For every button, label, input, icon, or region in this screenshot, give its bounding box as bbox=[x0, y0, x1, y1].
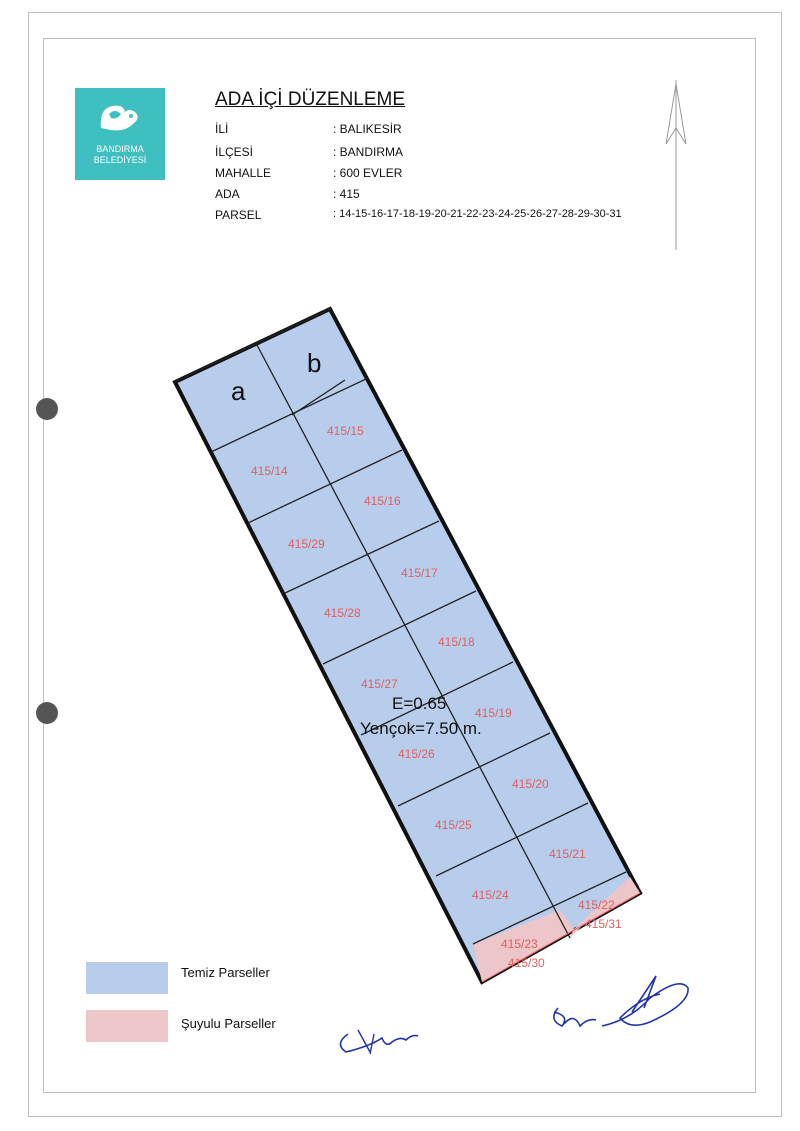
block-outline bbox=[175, 309, 640, 982]
value-parsel: : 14-15-16-17-18-19-20-21-22-23-24-25-26-27-28-29-30-31 bbox=[333, 208, 622, 220]
value-ada: : 415 bbox=[333, 187, 360, 201]
max-height-label: Yençok=7.50 m. bbox=[360, 719, 482, 738]
parcel-label: 415/22 bbox=[578, 898, 615, 912]
label-ili: İLİ bbox=[215, 122, 229, 136]
parcel-label: 415/23 bbox=[501, 937, 538, 951]
parcel-label: 415/29 bbox=[288, 537, 325, 551]
parcel-label: 415/27 bbox=[361, 677, 398, 691]
parcel-label: 415/14 bbox=[251, 464, 288, 478]
parcel-label: 415/24 bbox=[472, 888, 509, 902]
column-label-a: a bbox=[231, 376, 246, 406]
label-ada: ADA bbox=[215, 187, 240, 201]
logo-text-line2: BELEDİYESİ bbox=[93, 155, 147, 165]
label-parsel: PARSEL bbox=[215, 208, 262, 222]
parcel-label: 415/18 bbox=[438, 635, 475, 649]
legend-swatch-clean bbox=[86, 962, 168, 994]
column-label-b: b bbox=[307, 348, 322, 378]
parcel-label: 415/16 bbox=[364, 494, 401, 508]
value-ili: : BALIKESİR bbox=[333, 122, 402, 136]
parcel-label: 415/21 bbox=[549, 847, 586, 861]
value-ilcesi: : BANDIRMA bbox=[333, 145, 404, 159]
parcel-label: 415/20 bbox=[512, 777, 549, 791]
logo-text-line1: BANDIRMA bbox=[96, 144, 144, 154]
legend-label-shared: Şuyulu Parseller bbox=[181, 1016, 276, 1031]
parcel-label: 415/31 bbox=[585, 917, 622, 931]
density-label: E=0.65 bbox=[392, 694, 447, 713]
value-mahalle: : 600 EVLER bbox=[333, 166, 403, 180]
signature-right bbox=[540, 968, 700, 1048]
label-mahalle: MAHALLE bbox=[215, 166, 272, 180]
parcel-label: 415/19 bbox=[475, 706, 512, 720]
parcel-label: 415/28 bbox=[324, 606, 361, 620]
legend-label-clean: Temiz Parseller bbox=[181, 965, 270, 980]
parcel-label: 415/25 bbox=[435, 818, 472, 832]
label-ilcesi: İLÇESİ bbox=[215, 145, 254, 159]
parcel-label: 415/30 bbox=[508, 956, 545, 970]
signature-left bbox=[330, 1018, 430, 1063]
parcel-label: 415/15 bbox=[327, 424, 364, 438]
parcel-label: 415/26 bbox=[398, 747, 435, 761]
page-title: ADA İÇİ DÜZENLEME bbox=[215, 89, 406, 110]
legend-swatch-shared bbox=[86, 1010, 168, 1042]
parcel-label: 415/17 bbox=[401, 566, 438, 580]
